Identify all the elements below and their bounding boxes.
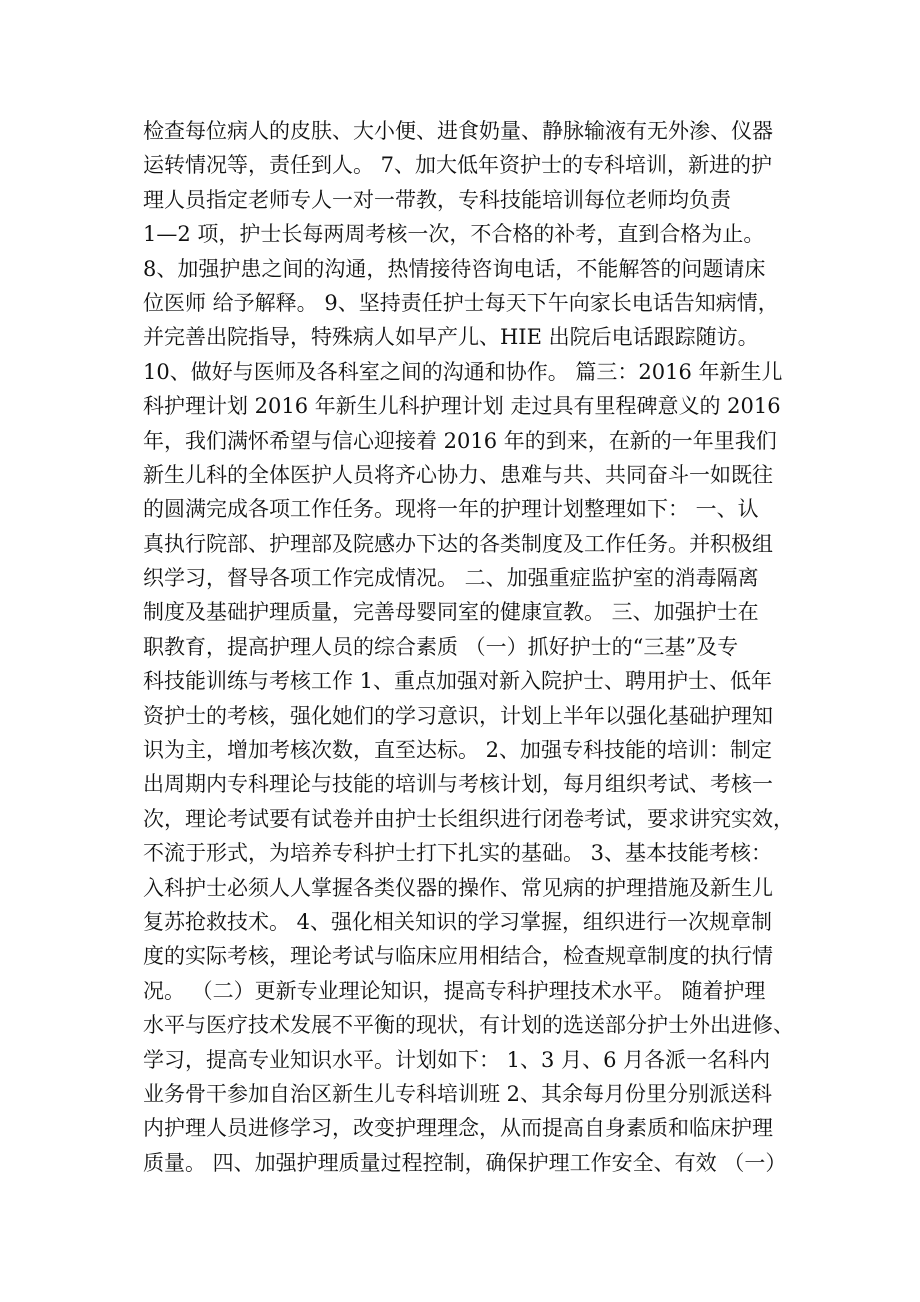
text-line-22: 不流于形式，为培养专科护士打下扎实的基础。 3、基本技能考核：	[143, 841, 773, 866]
text-line-13: 真执行院部、护理部及院感办下达的各类制度及工作任务。并积极组	[143, 531, 773, 556]
text-line-14: 织学习，督导各项工作完成情况。 二、加强重症监护室的消毒隔离	[143, 566, 759, 591]
text-line-16: 职教育，提高护理人员的综合素质 （一）抓好护士的“三基”及专	[143, 634, 739, 659]
text-line-21: 次，理论考试要有试卷并由护士长组织进行闭卷考试，要求讲究实效，	[143, 806, 794, 831]
text-line-6: 位医师 给予解释。 9、坚持责任护士每天下午向家长电话告知病情，	[143, 290, 779, 315]
text-line-9: 科护理计划 2016 年新生儿科护理计划 走过具有里程碑意义的 2016	[143, 394, 781, 419]
text-line-7: 并完善出院指导，特殊病人如早产儿、HIE 出院后电话跟踪随访。	[143, 325, 759, 350]
text-line-20: 出周期内专科理论与技能的培训与考核计划，每月组织考试、考核一	[143, 772, 773, 797]
text-line-29: 业务骨干参加自治区新生儿专科培训班 2、其余每月份里分别派送科	[143, 1081, 773, 1106]
text-line-27: 水平与医疗技术发展不平衡的现状，有计划的选送部分护士外出进修、	[143, 1013, 794, 1038]
text-line-17: 科技能训练与考核工作 1、重点加强对新入院护士、聘用护士、低年	[143, 669, 773, 694]
text-line-2: 运转情况等，责任到人。 7、加大低年资护士的专科培训，新进的护	[143, 153, 773, 178]
text-line-28: 学习，提高专业知识水平。计划如下： 1、3 月、6 月各派一名科内	[143, 1047, 771, 1072]
text-line-11: 新生儿科的全体医护人员将齐心协力、患难与共、共同奋斗一如既往	[143, 462, 773, 487]
text-line-8: 10、做好与医师及各科室之间的沟通和协作。 篇三：2016 年新生儿	[143, 359, 783, 384]
text-line-19: 识为主，增加考核次数，直至达标。 2、加强专科技能的培训：制定	[143, 738, 773, 763]
text-line-30: 内护理人员进修学习，改变护理理念，从而提高自身素质和临床护理	[143, 1116, 773, 1141]
text-line-31: 质量。 四、加强护理质量过程控制，确保护理工作安全、有效 （一）	[143, 1150, 787, 1175]
document-body	[143, 114, 803, 1180]
text-line-25: 度的实际考核，理论考试与临床应用相结合，检查规章制度的执行情	[143, 944, 773, 969]
text-line-3: 理人员指定老师专人一对一带教，专科技能培训每位老师均负责	[143, 187, 731, 212]
text-line-5: 8、加强护患之间的沟通，热情接待咨询电话，不能解答的问题请床	[143, 256, 766, 281]
text-line-12: 的圆满完成各项工作任务。现将一年的护理计划整理如下： 一、认	[143, 497, 759, 522]
text-line-1: 检查每位病人的皮肤、大小便、进食奶量、静脉输液有无外渗、仪器	[143, 119, 773, 143]
text-line-4: 1—2 项，护士长每两周考核一次，不合格的补考，直到合格为止。	[143, 222, 765, 247]
text-line-24: 复苏抢救技术。 4、强化相关知识的学习掌握，组织进行一次规章制	[143, 909, 773, 934]
text-line-15: 制度及基础护理质量，完善母婴同室的健康宣教。 三、加强护士在	[143, 600, 759, 625]
text-line-10: 年，我们满怀希望与信心迎接着 2016 年的到来，在新的一年里我们	[143, 428, 777, 453]
text-line-18: 资护士的考核，强化她们的学习意识，计划上半年以强化基础护理知	[143, 703, 773, 728]
text-line-23: 入科护士必须人人掌握各类仪器的操作、常见病的护理措施及新生儿	[143, 875, 773, 900]
text-line-26: 况。 （二）更新专业理论知识，提高专科护理技术水平。 随着护理	[143, 978, 766, 1003]
